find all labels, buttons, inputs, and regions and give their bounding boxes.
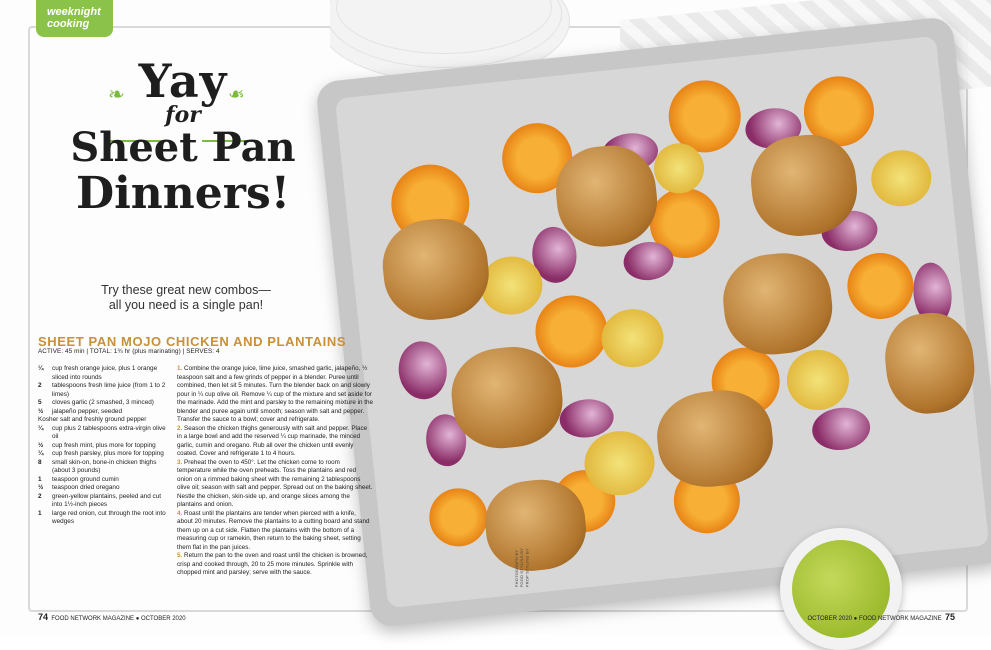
ingredient-text: jalapeño pepper, seeded: [52, 407, 123, 415]
ingredient-item: [38, 484, 173, 493]
ingredient-qty: 2: [38, 382, 42, 389]
ingredient-qty: 1: [38, 509, 42, 517]
ingredient-text: cup plus 2 tablespoons extra-virgin olive oil: [52, 424, 166, 440]
chicken-thigh: [378, 214, 493, 324]
green-sauce: [792, 540, 890, 638]
ingredient-qty: 1: [38, 475, 42, 483]
step-text: Combine the orange juice, lime juice, smashed garlic, jalapeño, ½ teaspoon salt and a few grinds of pepper in a blender. Puree until combined, then let sit 5 minutes. Turn the blender back on and slowly pour in ¼ cup olive oil. Remove ¼ cup of the mixture and set aside for the marinade. Add the mint and parsley to the remaining mixture in the blender and puree again until smooth; season with salt and pepper. Transfer the sauce to a bowl; cover and refrigerate.: [177, 365, 374, 423]
deck-line2: all you need is a single pan!: [108, 298, 264, 312]
ingredient-item: [38, 459, 173, 476]
headline-line1: Yay: [138, 54, 228, 108]
ingredient-qty: ¼: [38, 450, 44, 457]
footer-right-text: OCTOBER 2020 ● FOOD NETWORK MAGAZINE: [807, 616, 942, 622]
direction-step: [177, 425, 373, 459]
leaf-ornament-right-icon: ❧: [228, 84, 245, 106]
photo-credit: [514, 548, 530, 587]
step-text: Season the chicken thighs generously with salt and pepper. Place in a large bowl and add the reserved ¼ cup marinade, the minced garlic, cumin and oregano. Rub all over the chicken until evenly coated. Cover and refrigerate 1 to 4 hours.: [177, 424, 368, 457]
footer-left: [38, 612, 186, 622]
photo-credit-line: PHOTOGRAPH BY: [514, 549, 519, 588]
red-onion-wedge: [396, 339, 450, 402]
ingredient-text: cloves garlic (2 smashed, 3 minced): [52, 399, 154, 406]
ingredient-item: [38, 408, 173, 417]
page-number-right: 75: [944, 612, 955, 622]
ingredient-item: [38, 450, 173, 459]
step-number: 5.: [177, 552, 185, 559]
ingredient-qty: ½: [38, 441, 44, 449]
orange-slice: [426, 485, 490, 549]
photo-credit-line: FOOD STYLING BY: [519, 548, 525, 588]
headline: [48, 54, 318, 219]
step-text: Roast until the plantains are tender when pierced with a knife, about 20 minutes. Remove the plantains to a cutting board and stand them up on a cut side. Flatten the plantains with the bottom of a measuring cup or ramekin, then return to the baking sheet, setting them flat in the pan juices.: [177, 509, 370, 551]
photo-credit-line: PROP STYLING BY: [524, 548, 530, 588]
recipe-title: SHEET PAN MOJO CHICKEN AND PLANTAINS: [38, 334, 347, 349]
ingredient-text: large red onion, cut through the root into wedges: [52, 509, 166, 525]
ingredient-qty: ¼: [38, 365, 44, 372]
ingredient-qty: 8: [38, 458, 42, 466]
ingredient-item: [38, 442, 173, 451]
ingredient-list: [38, 365, 173, 527]
step-text: Return the pan to the oven and roast until the chicken is browned, crisp and cooked through, 20 to 25 more minutes. Sprinkle with chopped mint and parsley; serve with the sauce.: [177, 552, 368, 576]
direction-step: [177, 365, 373, 425]
ingredient-text: green-yellow plantains, peeled and cut into 1½-inch pieces: [52, 492, 162, 508]
step-number: 3.: [177, 458, 185, 466]
mojo-sauce-bowl: [780, 528, 902, 650]
ingredient-qty: ½: [38, 407, 44, 415]
chicken-thigh: [719, 248, 837, 359]
ingredient-text: cup fresh orange juice, plus 1 orange sliced into rounds: [52, 365, 158, 381]
direction-step: [177, 552, 373, 578]
section-tag: [36, 0, 113, 37]
footer-left-text: FOOD NETWORK MAGAZINE ● OCTOBER 2020: [51, 616, 186, 622]
ingredient-item: [38, 425, 173, 442]
pan-surface: [335, 36, 989, 608]
recipe-meta: ACTIVE: 45 min | TOTAL: 1¾ hr (plus marinating) | SERVES: 4: [38, 348, 220, 355]
smashed-plantain: [784, 347, 852, 413]
ingredient-text: tablespoons fresh lime juice (from 1 to 2 limes): [52, 382, 166, 398]
ingredient-qty: 5: [38, 399, 42, 406]
ingredient-text: cup fresh mint, plus more for topping: [52, 441, 156, 449]
ingredient-item: [38, 399, 173, 408]
ingredient-text: small skin-on, bone-in chicken thighs (about 3 pounds): [52, 458, 157, 474]
directions: [177, 365, 373, 578]
step-number: 2.: [177, 424, 185, 432]
deck-line1: Try these great new combos—: [101, 283, 271, 297]
ingredient-item: [38, 382, 173, 399]
smashed-plantain: [599, 306, 667, 370]
ingredient-qty: ¼: [38, 424, 44, 432]
ingredient-item: [38, 365, 173, 382]
ingredient-item: [38, 510, 173, 527]
ingredient-text: cup fresh parsley, plus more for topping: [52, 450, 164, 457]
smashed-plantain: [869, 147, 935, 209]
chicken-thigh: [881, 309, 979, 418]
step-number: 1.: [177, 365, 185, 372]
orange-slice: [844, 250, 917, 323]
direction-step: [177, 459, 373, 510]
deck-text: [86, 283, 286, 313]
ingredient-qty: ½: [38, 484, 44, 491]
headline-line3: Sheet Pan: [70, 124, 296, 171]
direction-step: [177, 510, 373, 553]
ingredient-item: [38, 416, 173, 425]
ingredient-item: [38, 493, 173, 510]
step-number: 4.: [177, 509, 185, 517]
step-text: Preheat the oven to 450°. Let the chicken come to room temperature while the oven preheats. Toss the plantains and red onion on a rimmed baking sheet with the remaining 2 tablespoons olive oil; season with salt and pepper. Spread out on the baking sheet. Nestle the chicken, skin-side up, and orange slices among the plantains and onion.: [177, 458, 373, 508]
ingredient-qty: 2: [38, 492, 42, 500]
section-tag-line1: weeknight: [47, 6, 101, 18]
ingredient-text: Kosher salt and freshly ground pepper: [38, 416, 147, 423]
headline-line2: for: [165, 102, 201, 128]
sheet-pan: [315, 16, 991, 628]
ingredient-item: [38, 476, 173, 485]
section-tag-line2: cooking: [47, 18, 90, 30]
headline-line4: Dinners!: [75, 168, 291, 219]
leaf-ornament-left-icon: ❧: [108, 84, 125, 106]
red-onion-wedge: [810, 405, 872, 453]
ingredient-text: teaspoon ground cumin: [52, 475, 119, 483]
ingredient-text: teaspoon dried oregano: [52, 484, 120, 491]
footer-right: [807, 612, 955, 622]
page-number-left: 74: [38, 612, 49, 622]
